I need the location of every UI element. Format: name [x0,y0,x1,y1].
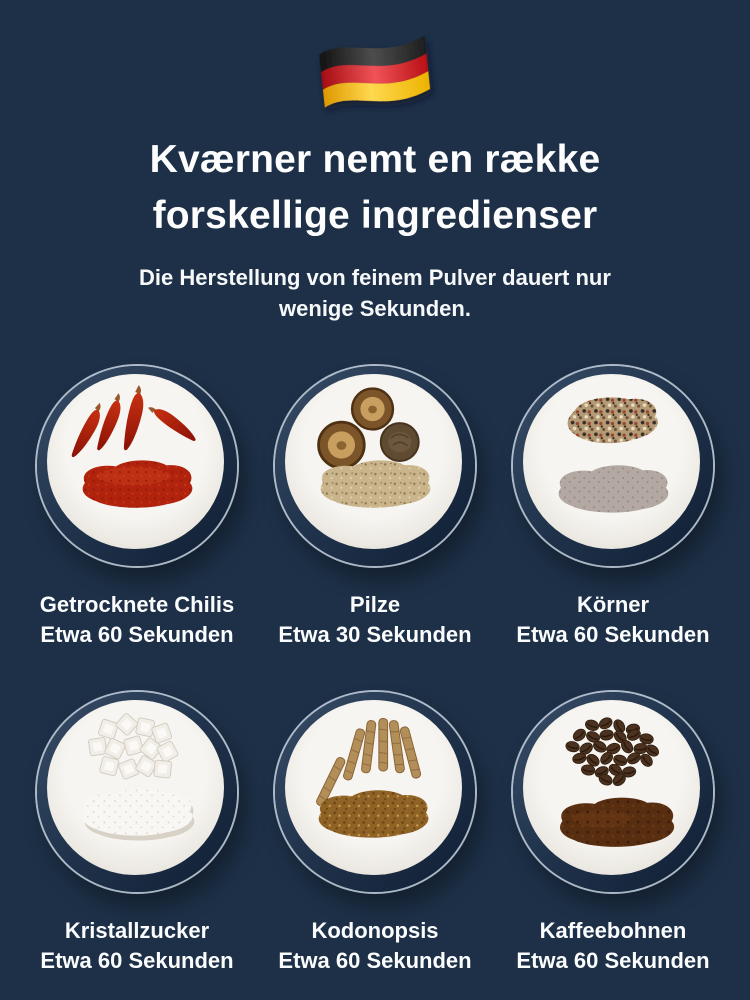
plate-surface [523,374,700,549]
ingredient-name: Getrocknete Chilis [39,592,235,617]
plate-sugar [37,692,237,892]
ingredient-card-sugar [18,692,256,976]
headline-line2: forskellige ingredienser [152,194,598,237]
plate-surface [47,700,224,875]
dried-chilis-and-powder-photo [47,374,224,549]
plate-surface [285,700,462,875]
subheadline-line2: wenige Sekunden. [279,296,471,321]
grind-time: Etwa 60 Sekunden [278,948,472,973]
ingredient-card-chilis [18,366,256,650]
mixed-grains-and-powder-photo [523,374,700,549]
grind-time: Etwa 30 Sekunden [278,622,472,647]
ingredients-grid [18,366,732,976]
grind-time: Etwa 60 Sekunden [516,622,710,647]
grind-time: Etwa 60 Sekunden [40,948,234,973]
plate-chilis [37,366,237,566]
grind-time: Etwa 60 Sekunden [40,622,234,647]
plate-codonopsis [275,692,475,892]
ingredient-name: Körner [576,592,650,617]
ingredient-card-codonopsis [256,692,494,976]
ingredient-name: Kaffeebohnen [539,918,687,943]
ingredient-card-grains [494,366,732,650]
ingredient-name: Pilze [349,592,401,617]
headline-line1: Kværner nemt en række [149,138,601,181]
plate-surface [285,374,462,549]
ingredient-name: Kodonopsis [311,918,439,943]
codonopsis-roots-and-granules-photo [285,700,462,875]
dried-mushrooms-and-powder-photo [285,374,462,549]
headline [0,132,750,244]
subheadline-line1: Die Herstellung von feinem Pulver dauert nur [139,265,611,290]
coffee-beans-and-grounds-photo [523,700,700,875]
ingredient-name: Kristallzucker [64,918,210,943]
plate-surface [523,700,700,875]
german-flag-icon [309,32,441,118]
grind-time: Etwa 60 Sekunden [516,948,710,973]
plate-grains [513,366,713,566]
ingredient-card-coffee [494,692,732,976]
plate-mushrooms [275,366,475,566]
subheadline [0,262,750,324]
ingredient-card-mushrooms [256,366,494,650]
plate-surface [47,374,224,549]
sugar-cubes-and-powder-photo [47,700,224,875]
plate-coffee [513,692,713,892]
